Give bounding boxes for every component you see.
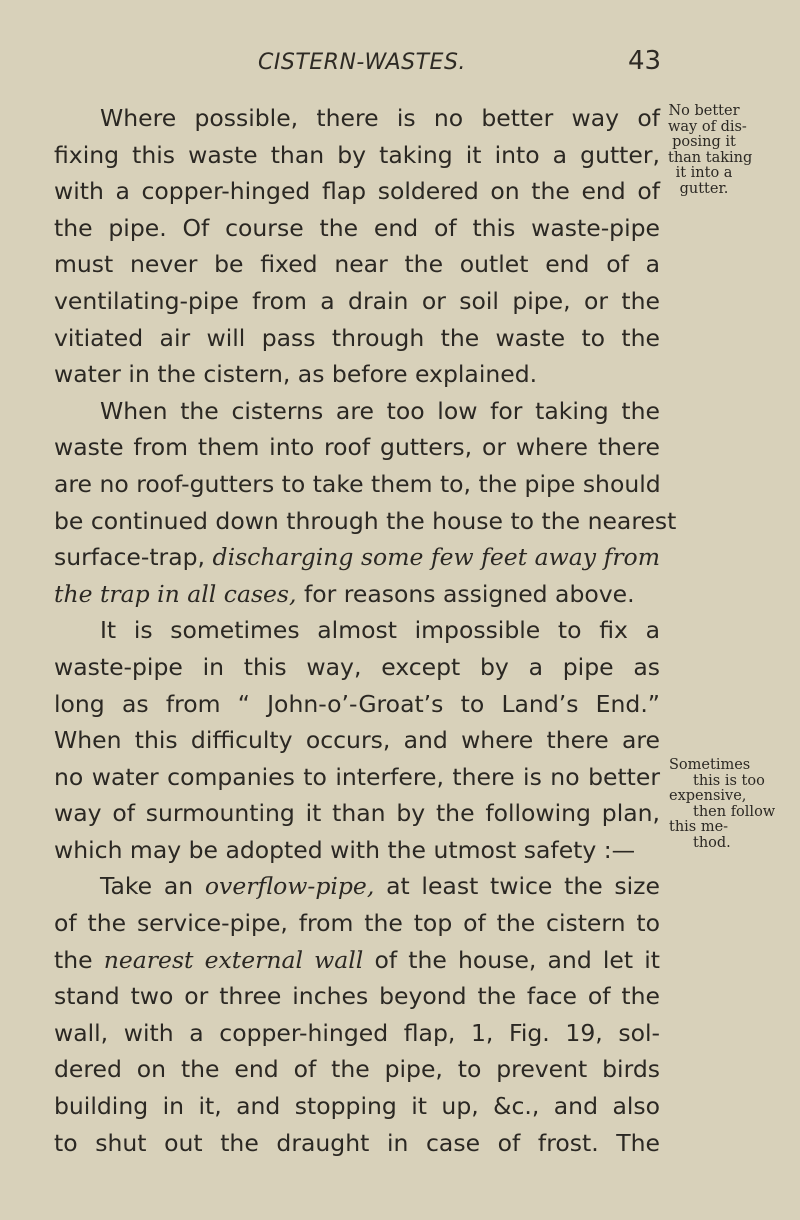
text-line: building in it, and stopping it up, &c., and also [54, 1092, 660, 1121]
text-line: long as from “ John-o’-Groat’s to Land’s End.” [54, 689, 660, 718]
italic-run: nearest external wall [103, 945, 364, 974]
margin-note-line: thod. [693, 834, 731, 851]
page-number: 43 [628, 46, 662, 76]
text-line-mixed [54, 576, 660, 613]
margin-note-gutter [668, 103, 753, 197]
margin-note-line: way of dis- [668, 118, 747, 135]
text-line-mixed [54, 942, 660, 979]
text-run: surface-trap, [54, 543, 205, 572]
margin-note-expensive [669, 758, 795, 851]
text-line: When this difficulty occurs, and where there are [54, 726, 660, 755]
text-run: at least twice the size [386, 872, 660, 901]
margin-note-line: than taking [668, 149, 753, 166]
text-line: the pipe. Of course the end of this waste-pipe [54, 213, 660, 242]
text-line: Where possible, there is no better way of [100, 104, 660, 132]
text-line-mixed [54, 539, 660, 576]
margin-note-line: Sometimes [669, 757, 751, 773]
text-line-mixed [54, 868, 660, 905]
margin-note-line: gutter. [679, 180, 729, 197]
italic-run: discharging some few feet away from [212, 543, 660, 572]
text-line: stand two or three inches beyond the face of the [54, 982, 660, 1011]
margin-note-line: expensive, [669, 788, 747, 804]
italic-run: overflow-pipe, [204, 872, 375, 901]
text-line: are no roof-gutters to take them to, the pipe should [54, 469, 661, 498]
text-run: for reasons assigned above. [303, 579, 635, 608]
text-line: to shut out the draught in case of frost. The [54, 1128, 660, 1157]
text-line: waste-pipe in this way, except by a pipe as [54, 652, 660, 681]
text-line: which may be adopted with the utmost safety :— [54, 835, 636, 864]
margin-note-line: this me- [669, 819, 729, 835]
text-line: way of surmounting it than by the following plan, [54, 799, 660, 828]
text-line: with a copper-hinged flap soldered on the end of [54, 177, 660, 206]
text-line: waste from them into roof gutters, or where there [54, 433, 660, 462]
text-line: vitiated air will pass through the waste to the [54, 323, 660, 352]
text-run: the [54, 945, 93, 974]
text-line: be continued down through the house to the nearest [54, 506, 677, 535]
text-line: wall, with a copper-hinged flap, 1, Fig. 19, sol- [54, 1018, 660, 1047]
text-line: dered on the end of the pipe, to prevent birds [54, 1055, 660, 1084]
text-line: water in the cistern, as before explained. [54, 360, 538, 389]
text-line: It is sometimes almost impossible to fix a [100, 616, 660, 645]
body-text [54, 100, 677, 1161]
text-line: no water companies to interfere, there is no better [54, 762, 660, 791]
text-line: of the service-pipe, from the top of the cistern to [54, 909, 660, 938]
margin-note-line: this is too [693, 772, 765, 789]
italic-run: the trap in all cases, [54, 579, 297, 608]
text-line: must never be fixed near the outlet end of a [54, 250, 660, 279]
margin-note-line: posing it [672, 134, 736, 150]
text-run: of the house, and let it [374, 945, 660, 974]
margin-note-line: it into a [675, 165, 733, 181]
text-run: Take an [100, 872, 194, 901]
text-line: fixing this waste than by taking it into a gutter, [54, 140, 660, 169]
running-title: CISTERN-WASTES. [258, 50, 466, 75]
margin-note-line: No better [668, 103, 740, 119]
text-line: ventilating-pipe from a drain or soil pipe, or the [54, 286, 660, 315]
text-line: When the cisterns are too low for taking the [100, 396, 660, 425]
margin-note-line: then follow [693, 803, 776, 820]
